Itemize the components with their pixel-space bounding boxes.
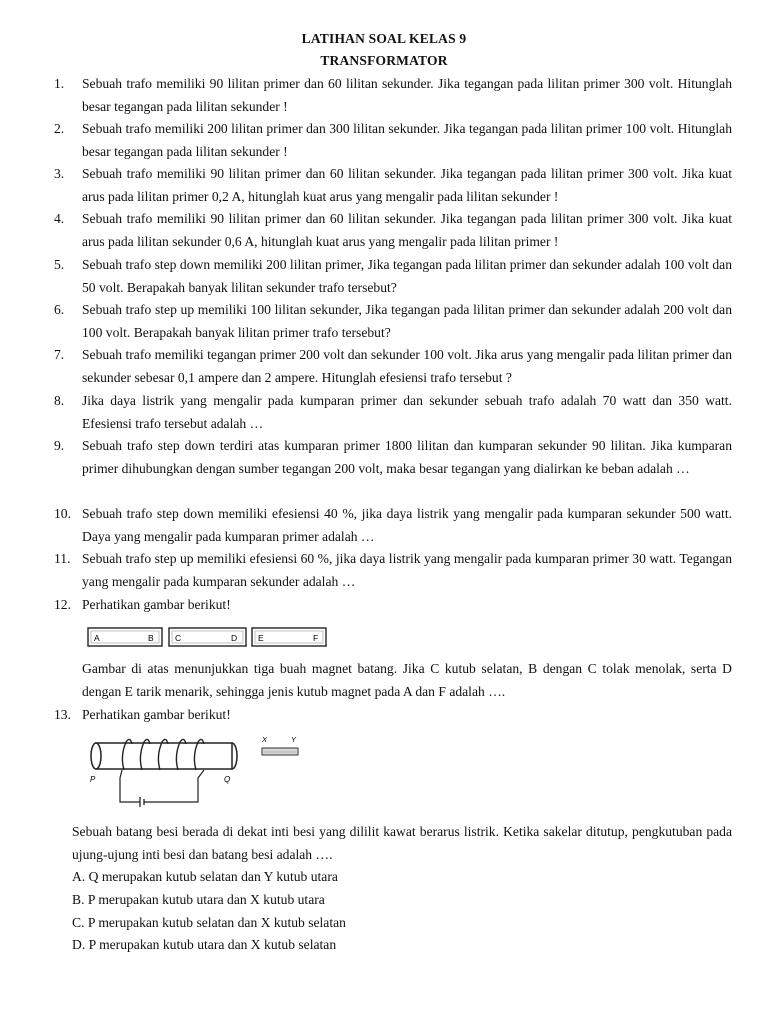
question-1 [54, 73, 732, 118]
question-11 [54, 548, 732, 593]
magnet-label: E [258, 633, 264, 643]
question-text: Perhatikan gambar berikut! [82, 597, 231, 612]
electromagnet-figure [86, 730, 318, 812]
question-13 [54, 704, 732, 727]
question-number: 4. [54, 211, 65, 226]
question-9 [54, 435, 732, 480]
question-3 [54, 163, 732, 208]
magnet-label: D [231, 633, 238, 643]
magnet-2 [169, 628, 246, 646]
question-text: Sebuah trafo memiliki tegangan primer 200 volt dan sekunder 100 volt. Jika arus yang mengalir pada lilitan primer dan sekunder sebesar 0,1 ampere dan 2 ampere. Hitunglah efesiensi trafo tersebut ? [82, 347, 732, 385]
question-10 [54, 503, 732, 548]
question-2 [54, 118, 732, 163]
magnet-label: F [313, 633, 319, 643]
magnet-3 [252, 628, 326, 646]
question-number: 8. [54, 393, 65, 408]
question-number: 2. [54, 121, 65, 136]
iron-core [91, 743, 237, 769]
bar-magnets-figure [86, 625, 330, 651]
question-text: Sebuah trafo step up memiliki 100 lilitan sekunder, Jika tegangan pada lilitan primer dan sekunder adalah 200 volt dan 100 volt. Berapakah banyak lilitan primer trafo tersebut? [82, 302, 732, 340]
question-number: 9. [54, 438, 65, 453]
bar-label-y: Y [291, 735, 297, 744]
question-text: Sebuah trafo memiliki 90 lilitan primer dan 60 lilitan sekunder. Jika tegangan pada lilitan primer 300 volt. Hitunglah besar tegangan pada lilitan sekunder ! [82, 76, 732, 114]
battery-icon [138, 797, 150, 807]
question-number: 3. [54, 166, 65, 181]
option-b[interactable]: B. P merupakan kutub utara dan X kutub utara [72, 892, 325, 907]
magnet-label: B [148, 633, 154, 643]
question-text: Perhatikan gambar berikut! [82, 707, 231, 722]
page-subtitle: TRANSFORMATOR [320, 53, 448, 68]
question-12 [54, 594, 732, 617]
option-a[interactable]: A. Q merupakan kutub selatan dan Y kutub utara [72, 869, 338, 884]
question-text: Sebuah trafo step down memiliki efesiensi 40 %, jika daya listrik yang mengalir pada kumparan sekunder 500 watt. Daya yang mengalir pada kumparan primer adalah … [82, 506, 732, 544]
question-number: 7. [54, 347, 65, 362]
question-number: 12. [54, 597, 71, 612]
page-title: LATIHAN SOAL KELAS 9 [301, 31, 467, 46]
q13-description: Sebuah batang besi berada di dekat inti besi yang dililit kawat berarus listrik. Ketika sakelar ditutup, pengkutuban pada ujung-ujung inti besi dan batang besi adalah …. [72, 824, 732, 862]
question-number: 13. [54, 707, 71, 722]
q12-description: Gambar di atas menunjukkan tiga buah magnet batang. Jika C kutub selatan, B dengan C tolak menolak, serta D dengan E tarik menarik, sehingga jenis kutub magnet pada A dan F adalah …. [82, 661, 732, 699]
question-number: 1. [54, 76, 65, 91]
question-5 [54, 254, 732, 299]
end-label-q: Q [224, 775, 231, 784]
question-text: Sebuah trafo memiliki 200 lilitan primer dan 300 lilitan sekunder. Jika tegangan pada lilitan primer 100 volt. Hitunglah besar tegangan pada lilitan sekunder ! [82, 121, 732, 159]
question-text: Sebuah trafo memiliki 90 lilitan primer dan 60 lilitan sekunder. Jika tegangan pada lilitan primer 300 volt. Jika kuat arus pada lilitan sekunder 0,6 A, hitunglah kuat arus yang mengalir pada lilitan primer ! [82, 211, 732, 249]
magnet-label: C [175, 633, 182, 643]
question-4 [54, 208, 732, 253]
question-8 [54, 390, 732, 435]
question-text: Sebuah trafo memiliki 90 lilitan primer dan 60 lilitan sekunder. Jika tegangan pada lilitan primer 300 volt. Jika kuat arus pada lilitan primer 0,2 A, hitunglah kuat arus yang mengalir pada lilitan sekunder ! [82, 166, 732, 204]
option-c[interactable]: C. P merupakan kutub selatan dan X kutub selatan [72, 915, 346, 930]
magnet-label: A [94, 633, 100, 643]
option-d[interactable]: D. P merupakan kutub utara dan X kutub selatan [72, 937, 337, 952]
question-text: Sebuah trafo step up memiliki efesiensi 60 %, jika daya listrik yang mengalir pada kumparan primer 30 watt. Tegangan yang mengalir pada kumparan sekunder adalah … [82, 551, 732, 589]
question-text: Sebuah trafo step down memiliki 200 lilitan primer, Jika tegangan pada lilitan primer dan sekunder adalah 100 volt dan 50 volt. Berapakah banyak lilitan sekunder trafo tersebut? [82, 257, 732, 295]
question-number: 11. [54, 551, 71, 566]
end-label-p: P [90, 775, 96, 784]
bar-label-x: X [262, 735, 268, 744]
magnet-1 [88, 628, 162, 646]
question-text: Sebuah trafo step down terdiri atas kumparan primer 1800 lilitan dan kumparan sekunder 90 lilitan. Jika kumparan primer dihubungkan dengan sumber tegangan 200 volt, maka besar tegangan yang dialirkan ke beban adalah … [82, 438, 732, 476]
question-text: Jika daya listrik yang mengalir pada kumparan primer dan sekunder sebuah trafo adalah 70 watt dan 350 watt. Efesiensi trafo tersebut adalah … [82, 393, 732, 431]
question-6 [54, 299, 732, 344]
question-number: 10. [54, 506, 71, 521]
question-number: 6. [54, 302, 65, 317]
question-7 [54, 344, 732, 389]
iron-bar [261, 735, 298, 755]
circuit-wire [120, 770, 204, 802]
question-number: 5. [54, 257, 65, 272]
